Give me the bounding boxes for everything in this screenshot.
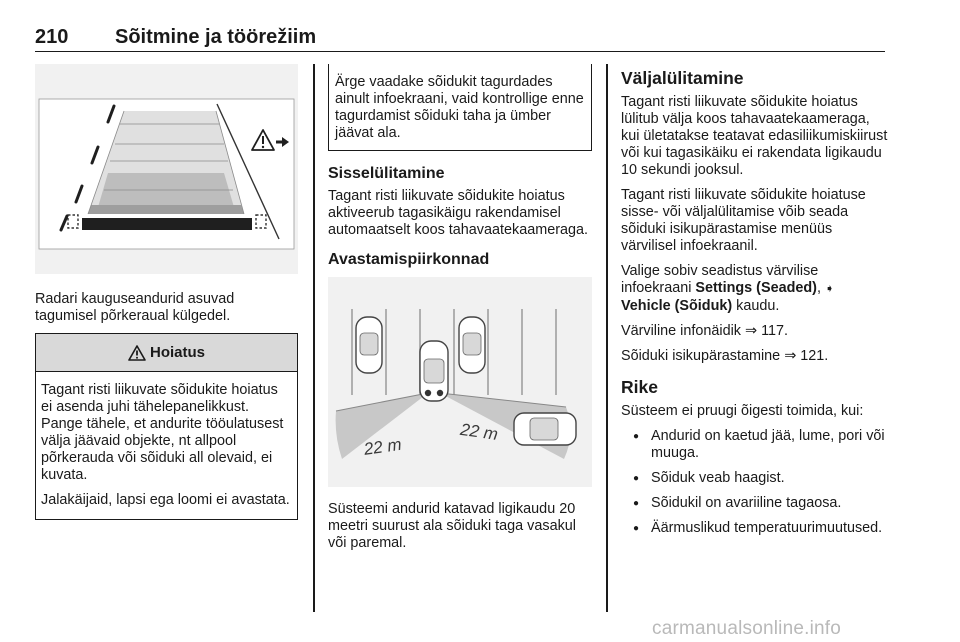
- watermark: carmanualsonline.info: [652, 618, 842, 639]
- page-ref-number: 117.: [761, 323, 789, 339]
- distance-label-left: 22 m: [362, 434, 403, 459]
- fault-intro: Süsteem ei pruugi õigesti toimida, kui:: [621, 403, 864, 419]
- deactivation-text-3: Valige sobiv seadistus värvilise infoekraani Settings (Seaded), ➧ Vehicle (Sõiduk) kaudu.: [621, 263, 835, 314]
- list-item: ● Sõidukil on avariiline tagaosa.: [621, 495, 889, 512]
- rear-camera-display-figure: [35, 64, 298, 274]
- reversing-car: [420, 341, 448, 401]
- activation-text: Tagant risti liikuvate sõidukite hoiatus aktiveerub tagasikäigu rakendamisel automaatselt koos tahavaatekaameraga.: [328, 188, 588, 238]
- column-divider-2: [606, 64, 608, 612]
- list-item: ● Äärmuslikud temperatuurimuutused.: [621, 520, 889, 537]
- column-divider-1: [313, 64, 315, 612]
- column-1: [35, 64, 298, 528]
- list-item: ● Sõiduk veab haagist.: [621, 470, 889, 487]
- menu-vehicle: Vehicle (Sõiduk): [621, 298, 733, 314]
- page-header: [35, 26, 885, 52]
- menu-settings: Settings (Seaded): [695, 280, 817, 296]
- detection-zones-illustration: [328, 277, 592, 487]
- column-2: [328, 64, 592, 560]
- column-3: [621, 64, 889, 545]
- rear-camera-display-illustration: [35, 64, 298, 274]
- page-ref-number: 121.: [800, 348, 829, 364]
- page-ref-icon: ⇒: [745, 323, 758, 339]
- parked-car-left: [356, 317, 382, 373]
- menu-arrow-icon: ➧: [824, 283, 835, 295]
- distance-label-right: 22 m: [459, 419, 500, 444]
- parked-car-right: [459, 317, 485, 373]
- heading-detection-zones: Avastamispiirkonnad: [328, 251, 490, 268]
- figure-caption: Radari kauguseandurid asuvad tagumisel põrkeraual külgedel.: [35, 291, 235, 324]
- fault-list: [621, 428, 889, 537]
- deactivation-text-2: Tagant risti liikuvate sõidukite hoiatuse sisse- või väljalülitamise võib seada sõiduki isikupärastamise menüüs värvilisel infoekraanil.: [621, 187, 866, 254]
- warning-paragraph-1: Tagant risti liikuvate sõidukite hoiatus ei asenda juhi tähelepanelikkust. Pange tähele, et andurite tööulatusest välja jäävaid objekte, nt allpool põrkerauda või sõiduki all olevaid, ei kuvata.: [41, 382, 284, 483]
- reference-personalisation: Sõiduki isikupärastamine ⇒ 121.: [621, 348, 829, 364]
- list-item: ● Andurid on kaetud jää, lume, pori või muuga.: [621, 428, 889, 462]
- page-number: 210: [35, 26, 69, 48]
- heading-fault: Rike: [621, 377, 658, 397]
- page-title: Sõitmine ja töörežiim: [115, 26, 317, 48]
- warning-triangle-icon: [128, 345, 146, 361]
- caution-note-box: [328, 64, 592, 151]
- warning-title: Hoiatus: [149, 344, 205, 361]
- reference-color-display: Värviline infonäidik ⇒ 117.: [621, 323, 789, 339]
- crossing-car: [514, 413, 576, 445]
- detection-zones-text: Süsteemi andurid katavad ligikaudu 20 meetri suurust ala sõiduki taga vasakul või paremal.: [328, 501, 576, 551]
- heading-deactivation: Väljalülitamine: [621, 68, 744, 88]
- warning-body: [36, 372, 297, 519]
- warning-header: [36, 334, 297, 372]
- warning-paragraph-2: Jalakäijaid, lapsi ega loomi ei avastata.: [41, 492, 290, 508]
- deactivation-text-1: Tagant risti liikuvate sõidukite hoiatus lülitub välja koos tahavaatekaameraga, kui ületatakse teatavat edasiliikumiskiirust või kui tagasikäiku ei rakendata ligikaudu 10 sekundi jooksul.: [621, 94, 888, 178]
- warning-box: [35, 333, 298, 520]
- caution-note-text: Ärge vaadake sõidukit tagurdades ainult infoekraani, vaid kontrollige enne tagurdamist sõiduki taha ja ümber jäävat ala.: [335, 74, 584, 141]
- heading-activation: Sisselülitamine: [328, 165, 445, 182]
- page-ref-icon: ⇒: [784, 348, 797, 364]
- detection-zones-figure: [328, 277, 592, 487]
